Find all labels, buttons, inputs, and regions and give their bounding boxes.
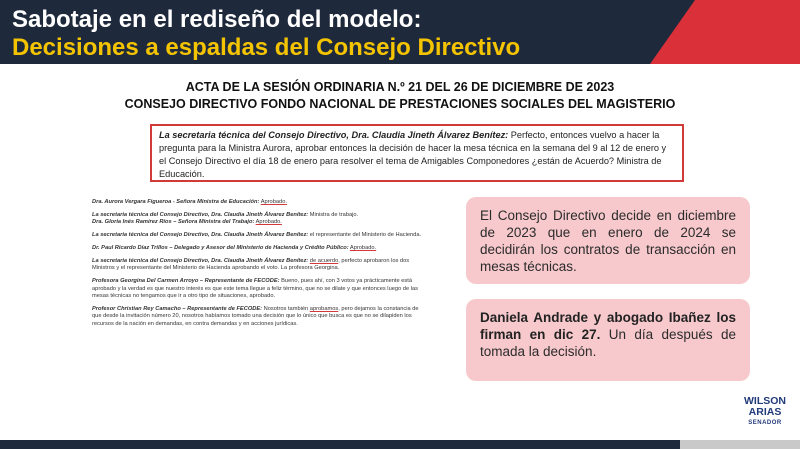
callout-text: Un día después de tomada la decisión. <box>480 327 736 359</box>
logo-line1: WILSON <box>744 395 786 407</box>
document-title-line2: CONSEJO DIRECTIVO FONDO NACIONAL DE PRESTACIONES SOCIALES DEL MAGISTERIO <box>124 97 676 111</box>
footer-accent <box>680 440 800 449</box>
document-title-line1: ACTA DE LA SESIÓN ORDINARIA N.º 21 DEL 26 DE DICIEMBRE DE 2023 <box>185 80 615 94</box>
header-bar <box>0 0 800 64</box>
highlighted-quote-box <box>150 124 684 182</box>
transcript-entry: Profesora Georgina Del Carmen Arroyo – Representante de FECODE: Bueno, pues ahí, con 3 votos ya prácticamente está aprobado y la verdad es que nuestro interés es que este tema llegue a feliz término, que no se dilate y que entonces luego de las mesas técnicas no tengamos que ir a otro tipo de situaciones, aprobado. <box>92 278 418 300</box>
quote-text: Perfecto, entonces vuelvo a hacer la pregunta para la Ministra Aurora, aprobar entonces la decisión de hacer la mesa técnica en la semana del 9 al 12 de enero y el Consejo Directivo el día 18 de enero para resolver el tema de Amigables Componedores ¿están de Acuerdo? Ministra de Educación. <box>159 130 667 179</box>
callout-card-signature <box>466 299 750 381</box>
header-accent-shape <box>650 0 800 64</box>
transcript-entry: Dr. Paul Ricardo Díaz Trillos – Delegado y Asesor del Ministerio de Hacienda y Crédito Público: Aprobado. <box>92 245 377 252</box>
transcript-entry: La secretaria técnica del Consejo Directivo, Dra. Claudia Jineth Álvarez Benítez: de acuerdo, perfecto aprobaron los dos Ministros y el representante del Ministerio de Hacienda aprobando el voto. La profesora Georgina. <box>92 258 410 272</box>
transcript-entry: La secretaria técnica del Consejo Directivo, Dra. Claudia Jineth Álvarez Benítez: Ministra de trabajo. Dra. Gloria Inés Ramírez Ríos – Señora Ministra del Trabajo: Aprobado. <box>92 211 359 226</box>
quote-speaker: La secretaria técnica del Consejo Directivo, Dra. Claudia Jineth Álvarez Benítez: <box>159 130 509 140</box>
senator-logo <box>736 396 794 429</box>
callout-bold-text: Daniela Andrade y abogado Ibañez los firman en dic 27. <box>480 310 736 342</box>
slide-title-line2: Decisiones a espaldas del Consejo Directivo <box>12 34 521 61</box>
logo-line3: SENADOR <box>748 420 782 426</box>
transcript-entry: La secretaria técnica del Consejo Directivo, Dra. Claudia Jineth Álvarez Benítez: el representante del Ministerio de Hacienda. <box>92 232 422 239</box>
slide-title-line1: Sabotaje en el rediseño del modelo: <box>12 6 422 33</box>
callout-card-decision <box>466 197 750 284</box>
callout-text: El Consejo Directivo decide en diciembre de 2023 que en enero de 2024 se decidirán los contratos de transacción en mesas técnicas. <box>480 208 736 274</box>
transcript-excerpt <box>92 199 422 334</box>
transcript-entry: Profesor Christian Rey Camacho – Representante de FECODE: Nosotros también aprobamos, pero dejamos la constancia de que desde la invitación número 20, nosotros habíamos tomado una decisión que lo único que busca es que no se dilapiden los recursos de la nación en demandas, en contra demandas y en acciones jurídicas. <box>92 306 419 327</box>
logo-line2: ARIAS <box>748 406 782 418</box>
transcript-entry: Dra. Aurora Vergara Figueroa - Señora Ministra de Educación: Aprobado. <box>92 199 287 205</box>
